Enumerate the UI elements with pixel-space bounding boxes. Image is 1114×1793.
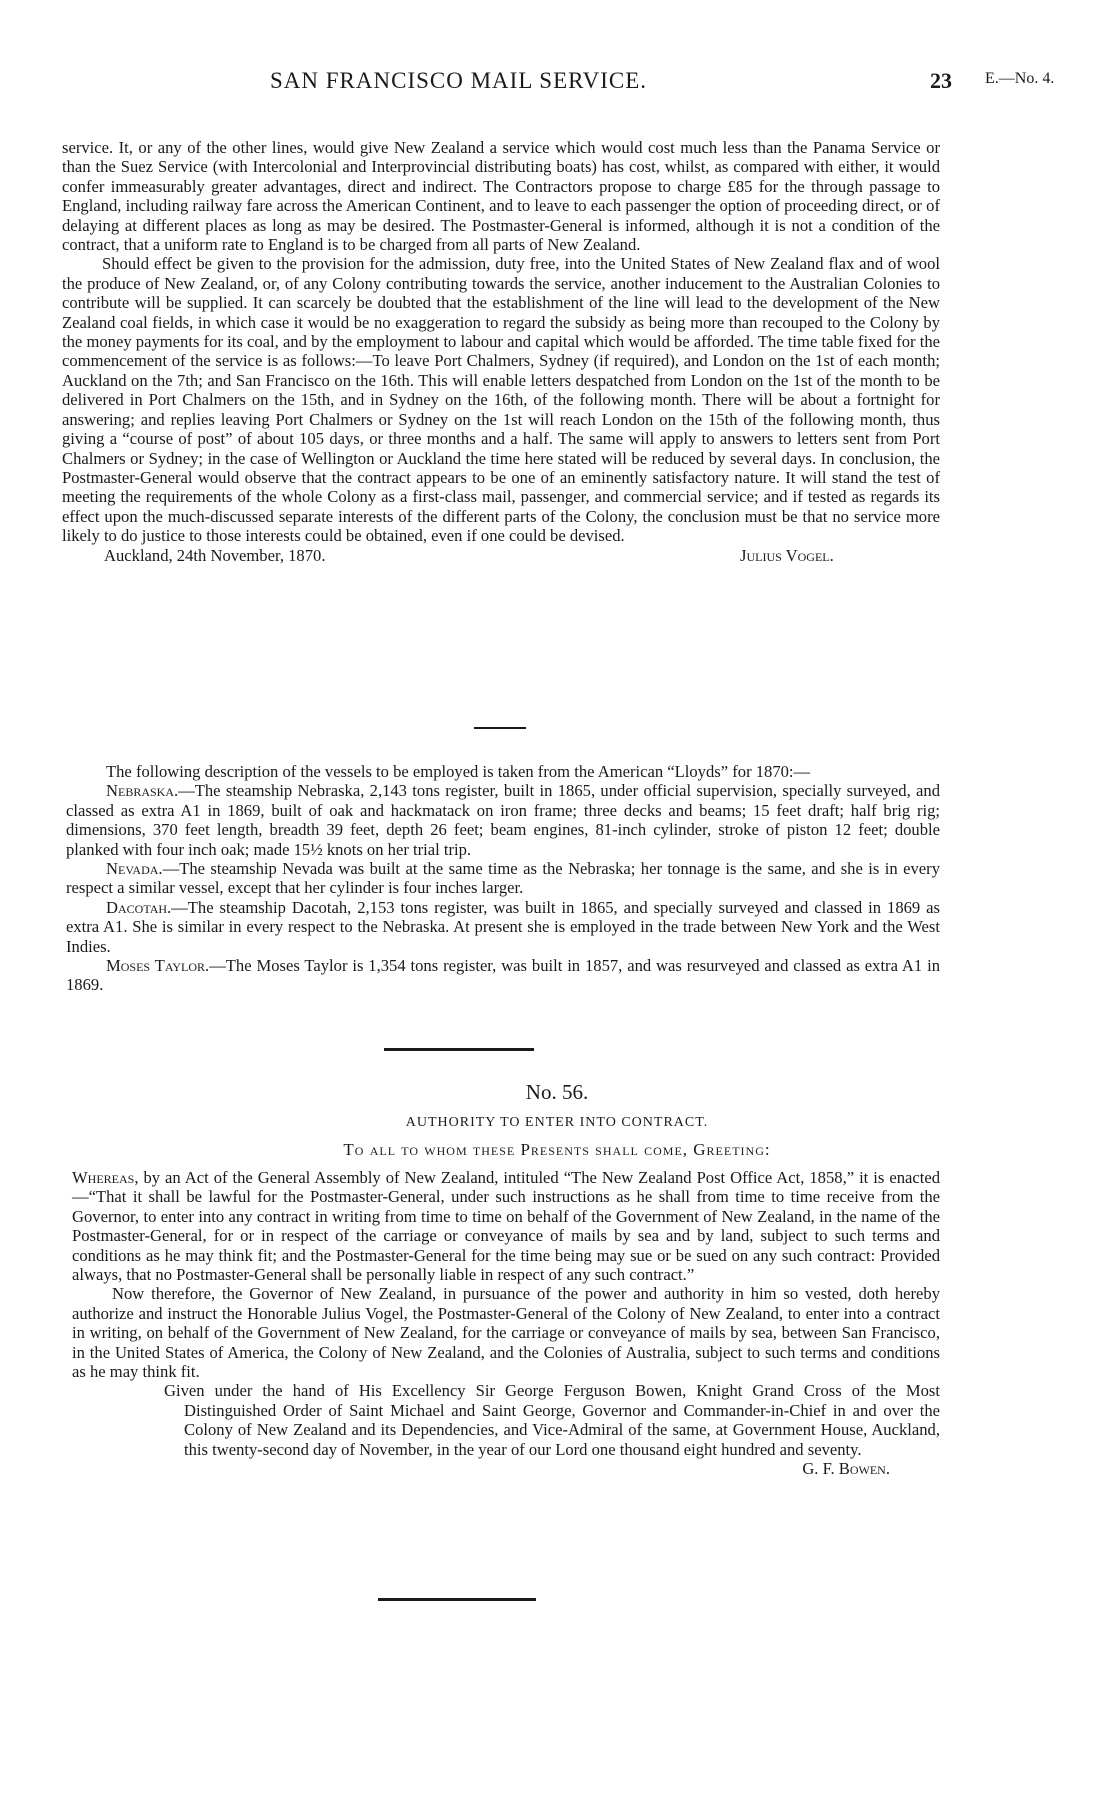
- short-divider: [474, 727, 526, 729]
- series-reference: E.—No. 4.: [985, 70, 1055, 87]
- report-continuation: [62, 138, 940, 566]
- vessel-descriptions: [66, 762, 940, 995]
- given-paragraph: Given under the hand of His Excellency Sir George Ferguson Bowen, Knight Grand Cross of the Most Distinguished Order of Saint Michael and Saint George, Governor and Commander-in-Chief in and over the Colony of New Zealand and its Dependencies, and Vice-Admiral of the same, at Government House, Auckland, this twenty-second day of November, in the year of our Lord one thousand eight hundred and seventy.: [164, 1381, 940, 1459]
- salutation: To all to whom these Presents shall come, Greeting:: [343, 1140, 771, 1159]
- vessel-text: —The steamship Nebraska, 2,143 tons register, built in 1865, under official supervision, specially surveyed, and classed as extra A1 in 1869, built of oak and hackmatack on iron frame; three decks and beams; 15 feet draft; half brig rig; dimensions, 370 feet length, breadth 39 feet, depth 26 feet; beam engines, 81-inch cylinder, stroke of piston 12 feet; double planked with four inch oak; made 15½ knots on her trial trip.: [66, 781, 940, 859]
- whereas-text: by an Act of the General Assembly of New Zealand, intituled “The New Zealand Post Office Act, 1858,” it is enacted—“That it shall be lawful for the Postmaster-General, under such instructions as he shall from time to time receive from the Governor, to enter into any contract in writing from time to time on behalf of the Government of New Zealand, in the name of the Postmaster-General, for or in respect of the carriage or conveyance of mails by sea and by land, subject to such terms and conditions as he may think fit; and the Postmaster-General for the time being may sue or be sued on any such contract: Provided always, that no Postmaster-General shall be personally liable in respect of any such contract.”: [72, 1168, 940, 1285]
- vessel-name: Moses Taylor.: [106, 956, 210, 976]
- report-signatory: Julius Vogel.: [740, 545, 834, 565]
- paragraph-service: service. It, or any of the other lines, would give New Zealand a service which would cost much less than the Panama Service or than the Suez Service (with Intercolonial and Interprovincial distributing boats) has cost, whilst, as compared with either, it would confer immeasurably greater advantages, direct and indirect. The Contractors propose to charge £85 for the through passage to England, including railway fare across the American Continent, and to leave to each passenger the option of proceeding direct, or of delaying at different places as long as may be desired. The Postmaster-General is informed, although it is not a condition of the contract, that a uniform rate to England is to be charged from all parts of New Zealand.: [62, 138, 940, 255]
- report-signature-line: [62, 546, 940, 566]
- running-title: SAN FRANCISCO MAIL SERVICE.: [270, 68, 648, 93]
- document-number: No. 56.: [525, 1080, 589, 1104]
- vessel-text: —The steamship Nevada was built at the same time as the Nebraska; her tonnage is the same, and she is in every respect a similar vessel, except that her cylinder is four inches larger.: [66, 859, 940, 898]
- vessel-nevada: [66, 859, 940, 898]
- vessel-text: —The Moses Taylor is 1,354 tons register, was built in 1857, and was resurveyed and classed as extra A1 in 1869.: [66, 956, 940, 995]
- authority-text: [72, 1168, 940, 1479]
- vessel-nebraska: [66, 781, 940, 859]
- page-number: 23: [930, 68, 952, 93]
- document-heading: AUTHORITY TO ENTER INTO CONTRACT.: [405, 1115, 709, 1130]
- vessel-text: —The steamship Dacotah, 2,153 tons register, was built in 1865, and specially surveyed and classed in 1869 as extra A1. She is similar in every respect to the Nebraska. At present she is employed in the trade between New York and the West Indies.: [66, 897, 940, 956]
- page-header: [0, 68, 1114, 102]
- long-divider: [384, 1048, 534, 1051]
- whereas-lead: Whereas,: [72, 1168, 139, 1187]
- place-date: Auckland, 24th November, 1870.: [104, 545, 326, 565]
- vessels-intro: The following description of the vessels to be employed is taken from the American “Lloyds” for 1870:—: [106, 762, 811, 781]
- paragraph-duty-free: Should effect be given to the provision for the admission, duty free, into the United States of New Zealand flax and of wool the produce of New Zealand, or, of any Colony contributing towards the service, another inducement to the Australian Colonies to contribute will be supplied. It can scarcely be doubted that the establishment of the line will lead to the development of the New Zealand coal fields, in which case it would be no exaggeration to regard the subsidy as being more than recouped to the Colony by the money payments for its coal, and by the employment to labour and capital which would be afforded. The time table fixed for the commencement of the service is as follows:—To leave Port Chalmers, Sydney (if required), and London on the 1st of each month; Auckland on the 7th; and San Francisco on the 16th. This will enable letters despatched from London on the 1st of the month to be delivered in Port Chalmers on the 15th, and in Sydney on the 16th, of the following month. There will be about a fortnight for answering; and replies leaving Port Chalmers or Sydney on the 1st will reach London on the 15th of the following month, thus giving a “course of post” of about 105 days, or three months and a half. The same will apply to answers to letters sent from Port Chalmers or Sydney; in the case of Wellington or Auckland the time here stated will be reduced by several days. In conclusion, the Postmaster-General would observe that the contract appears to be one of an eminently satisfactory nature. It will stand the test of meeting the requirements of the whole Colony as a first-class mail, passenger, and commercial service; and if tested as regards its effect upon the much-discussed separate interests of the different parts of the Colony, the conclusion must be that no service more likely to do justice to those interests could be obtained, even if one could be devised.: [62, 254, 940, 546]
- whereas-paragraph: [72, 1168, 940, 1284]
- vessel-dacotah: [66, 898, 940, 956]
- vessel-moses-taylor: [66, 956, 940, 995]
- vessel-name: Dacotah.: [106, 897, 172, 917]
- vessel-name: Nebraska.: [106, 781, 179, 801]
- vessel-name: Nevada.: [106, 859, 163, 879]
- end-divider: [378, 1598, 536, 1601]
- governor-signature: G. F. Bowen.: [802, 1459, 890, 1479]
- now-therefore-paragraph: Now therefore, the Governor of New Zealand, in pursuance of the power and authority in him so vested, doth hereby authorize and instruct the Honorable Julius Vogel, the Postmaster-General of the Colony of New Zealand, to enter into a contract in writing, on behalf of the Government of New Zealand, for the carriage or conveyance of mails by sea, between San Francisco, in the United States of America, the Colony of New Zealand, and the Colonies of Australia, subject to such terms and conditions as he may think fit.: [72, 1284, 940, 1382]
